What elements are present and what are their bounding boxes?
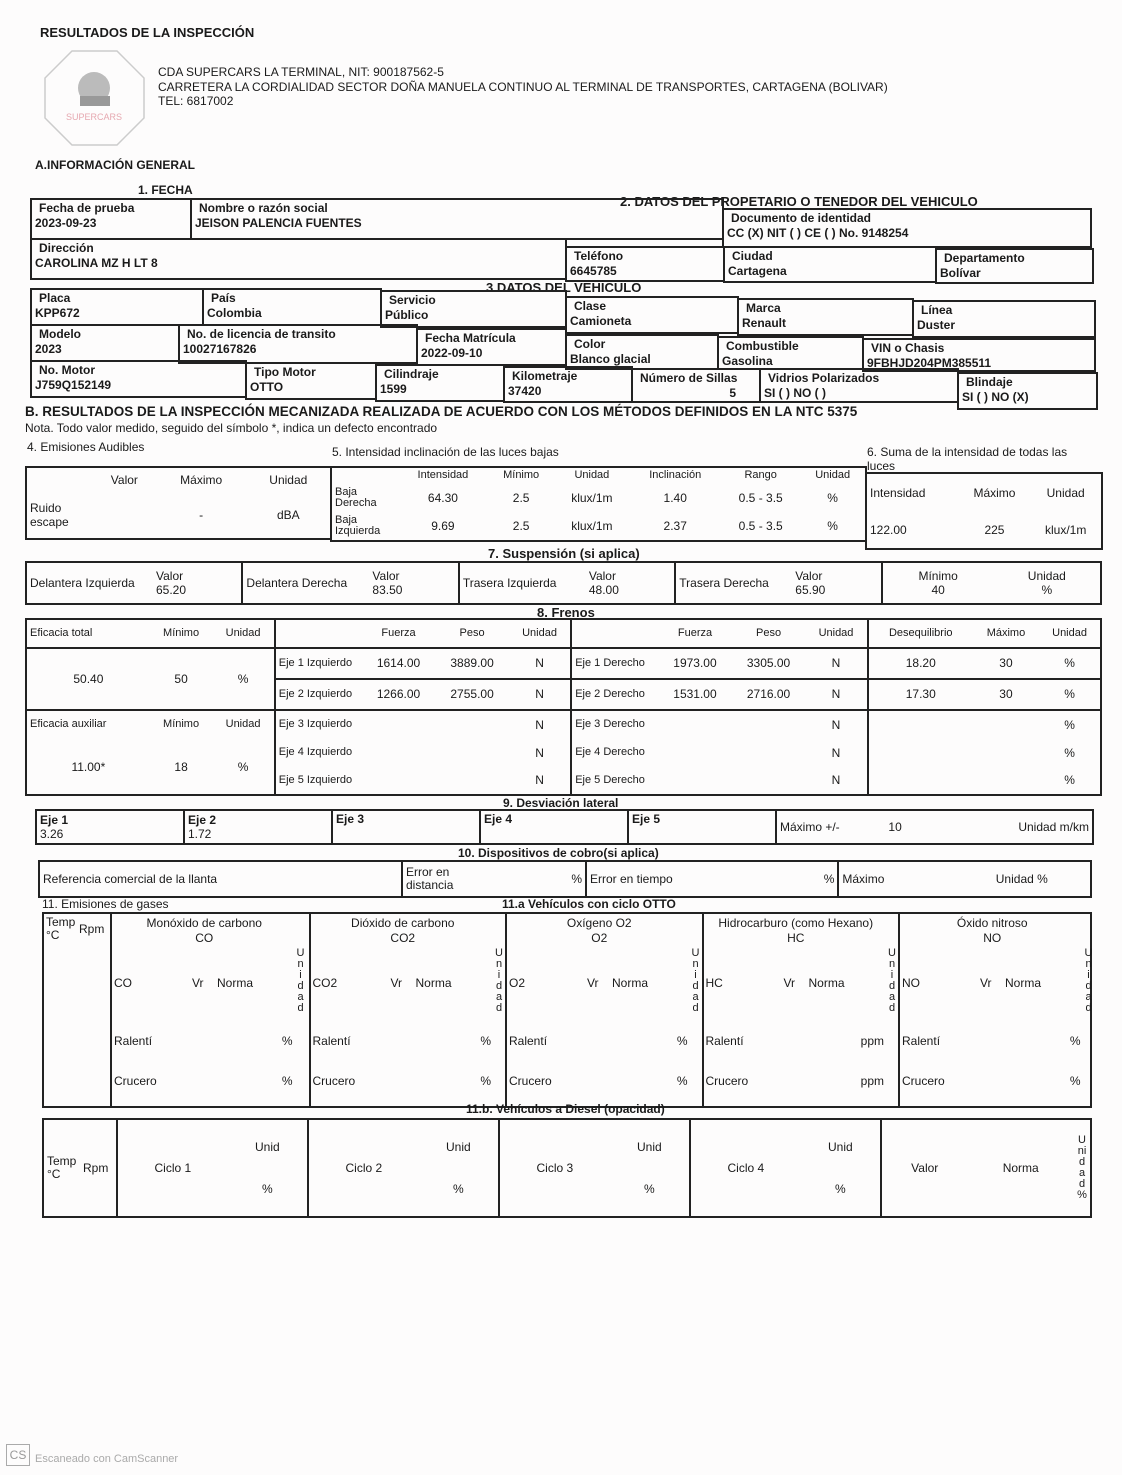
brake-row: Eje 5 Izquierdo N Eje 5 Derecho N % [27, 766, 1100, 794]
ciudad-cell: Ciudad Cartagena [723, 246, 937, 283]
gases-box: Temp °C Rpm Monóxido de carbono CO CO Vr Norma Ralentí Crucero % % Unidad Dióxido de carbono CO2 CO2 Vr Norma Ralentí Crucero % % Unidad Oxígeno O2 O2 O2 Vr Norma Ralentí Crucero % % Unidad Hidrocarburo (como Hexano) HC HC Vr Norma Ralentí Crucero ppm ppm Unidad Óxido nitroso NO NO Vr Norma Ralentí Crucero % % Unidad [42, 912, 1092, 1108]
linea-cell: Línea Duster [912, 300, 1096, 338]
marca-cell: Marca Renault [737, 298, 914, 336]
document-title: RESULTADOS DE LA INSPECCIÓN [40, 25, 255, 40]
fecha-title: 1. FECHA [138, 183, 193, 197]
clase-cell: Clase Camioneta [565, 296, 739, 334]
gas-column: Dióxido de carbono CO2 CO2 Vr Norma Ralentí Crucero % % Unidad [309, 914, 508, 1106]
lights-title: 5. Intensidad inclinación de las luces bajas [332, 445, 559, 459]
documento-cell: Documento de identidad CC (X) NIT ( ) CE ( ) No. 9148254 [722, 208, 1092, 248]
placa-cell: Placa KPP672 [30, 288, 204, 326]
meter-box: Referencia comercial de la llanta Error en distancia % Error en tiempo % Máximo Unidad % [38, 860, 1092, 898]
company-address: CARRETERA LA CORDIALIDAD SECTOR DOÑA MANUELA CONTINUO AL TERMINAL DE TRANSPORTES, CARTAGENA (BOLIVAR) [158, 80, 888, 94]
brakes-box: Eficacia total Mínimo Unidad Fuerza Peso Unidad Fuerza Peso Unidad Desequilibrio Máximo Unidad 50.40 50 % Eje 1 Izquierdo 1614.00 3889.00 N Eje 1 Derecho 1973.00 3305.00 N 18.20 30 % Eje 2 Izquierdo 1266.00 2755.00 N Eje 2 Derecho 1531.00 2716.00 N 17.30 30 % Eficacia auxiliar Mínimo Unidad Eje 3 Izquierdo N Eje 3 Derecho N % 11.00* 18 % Eje 4 Izquierdo N Eje 4 Derecho N % Eje 5 Izquierdo N Eje 5 Derecho N % [25, 618, 1102, 796]
meter-title: 10. Dispositivos de cobro(si aplica) [458, 846, 659, 860]
combustible-cell: Combustible Gasolina [717, 336, 864, 370]
gas-column: Oxígeno O2 O2 O2 Vr Norma Ralentí Crucero % % Unidad [505, 914, 704, 1106]
lights-sum-box: Intensidad Máximo Unidad 122.00 225 klux/1m [865, 472, 1103, 550]
modelo-cell: Modelo 2023 [30, 324, 180, 362]
servicio-cell: Servicio Público [380, 290, 567, 328]
lights-sum-title: 6. Suma de la intensidad de todas las luces [867, 445, 1068, 473]
kilometraje-cell: Kilometraje 37420 [503, 366, 633, 403]
defect-note: Nota. Todo valor medido, seguido del símbolo *, indica un defecto encontrado [25, 421, 438, 435]
company-phone: TEL: 6817002 [158, 94, 234, 108]
telefono-cell: Teléfono 6645785 [565, 246, 725, 282]
vidrios-cell: Vidrios Polarizados SI ( ) NO ( ) [759, 368, 959, 403]
tipo-motor-cell: Tipo Motor OTTO [245, 362, 377, 400]
pais-cell: País Colombia [202, 288, 382, 326]
noise-title: 4. Emisiones Audibles [27, 440, 145, 454]
brakes-title: 8. Frenos [537, 605, 595, 620]
deviation-title: 9. Desviación lateral [503, 796, 619, 810]
camscanner-footer: Escaneado con CamScanner [35, 1453, 179, 1465]
gases-title: 11. Emisiones de gases [42, 897, 169, 911]
owner-title: 2. DATOS DEL PROPETARIO O TENEDOR DEL VEHICULO [620, 194, 978, 209]
deviation-box: Eje 1 3.26 Eje 2 1.72 Eje 3 Eje 4 Eje 5 Máximo +/- 10 Unidad m/km [35, 809, 1094, 845]
fecha-matricula-cell: Fecha Matrícula 2022-09-10 [416, 328, 567, 366]
camscanner-logo: CS [6, 1444, 30, 1466]
brake-row: 11.00* 18 % Eje 4 Izquierdo N Eje 4 Derecho N % [27, 739, 1100, 766]
noise-box: Valor Máximo Unidad Ruido escape - dBA [25, 466, 332, 540]
motor-cell: No. Motor J759Q152149 [30, 360, 247, 398]
suspension-box: Delantera Izquierda Valor 65.20 Delantera Derecha Valor 83.50 Trasera Izquierda Valor 48.00 Trasera Derecha Valor 65.90 Mínimo 40 Unidad % [25, 561, 1102, 605]
color-cell: Color Blanco glacial [565, 334, 719, 370]
svg-text:SUPERCARS: SUPERCARS [65, 112, 123, 122]
vin-cell: VIN o Chasis 9FBHJD204PM385511 [862, 338, 1096, 372]
company-name: CDA SUPERCARS LA TERMINAL, NIT: 900187562-5 [158, 65, 444, 79]
gas-column: Hidrocarburo (como Hexano) HC HC Vr Norma Ralentí Crucero ppm ppm Unidad [702, 914, 901, 1106]
lights-box: Intensidad Mínimo Unidad Inclinación Rango Unidad Baja Derecha 64.30 2.5 klux/1m 1.40 0.5 - 3.5 % Baja Izquierda 9.69 2.5 klux/1m 2.37 0.5 - 3.5 % [330, 466, 867, 542]
brake-row: 50.40 50 % Eje 1 Izquierdo 1614.00 3889.00 N Eje 1 Derecho 1973.00 3305.00 N 18.20 30 % [27, 648, 1100, 679]
blindaje-cell: Blindaje SI ( ) NO (X) [957, 372, 1098, 410]
direccion-cell: Dirección CAROLINA MZ H LT 8 [30, 238, 567, 280]
section-a-title: A.INFORMACIÓN GENERAL [35, 158, 195, 172]
nombre-cell: Nombre o razón social JEISON PALENCIA FUENTES [190, 198, 724, 240]
supercars-logo [42, 48, 147, 148]
gas-column: Óxido nitroso NO NO Vr Norma Ralentí Crucero % % Unidad [898, 914, 1097, 1106]
light-row: Baja Izquierda 9.69 2.5 klux/1m 2.37 0.5 - 3.5 % [335, 513, 838, 537]
licencia-cell: No. de licencia de transito 10027167826 [178, 324, 418, 364]
gas-column: Monóxido de carbono CO CO Vr Norma Ralentí Crucero % % Unidad [114, 916, 305, 1088]
light-row: Baja Derecha 64.30 2.5 klux/1m 1.40 0.5 - 3.5 % [335, 485, 838, 509]
diesel-title: 11.b. Vehículos a Diesel (opacidad) [466, 1102, 665, 1116]
vehicle-title: 3.DATOS DEL VEHICULO [486, 280, 642, 295]
fecha-prueba-cell: Fecha de prueba 2023-09-23 [30, 198, 192, 240]
suspension-title: 7. Suspensión (si aplica) [488, 546, 640, 561]
section-b-title: B. RESULTADOS DE LA INSPECCIÓN MECANIZADA REALIZADA DE ACUERDO CON LOS MÉTODOS DEFINIDOS EN LA NTC 5375 [25, 404, 858, 419]
brake-row: Eficacia auxiliar Mínimo Unidad Eje 3 Izquierdo N Eje 3 Derecho N % [27, 710, 1100, 739]
otto-title: 11.a Vehículos con ciclo OTTO [502, 897, 676, 911]
departamento-cell: Departamento Bolívar [935, 248, 1094, 284]
sillas-cell: Número de Sillas 5 [631, 368, 761, 403]
brake-row: Eje 2 Izquierdo 1266.00 2755.00 N Eje 2 Derecho 1531.00 2716.00 N 17.30 30 % [27, 679, 1100, 710]
diesel-box: Temp °C Rpm Ciclo 1 Unid % Ciclo 2 Unid % Ciclo 3 Unid % Ciclo 4 Unid % Valor Norma Unidad % [42, 1118, 1092, 1218]
cilindraje-cell: Cilindraje 1599 [375, 364, 505, 402]
